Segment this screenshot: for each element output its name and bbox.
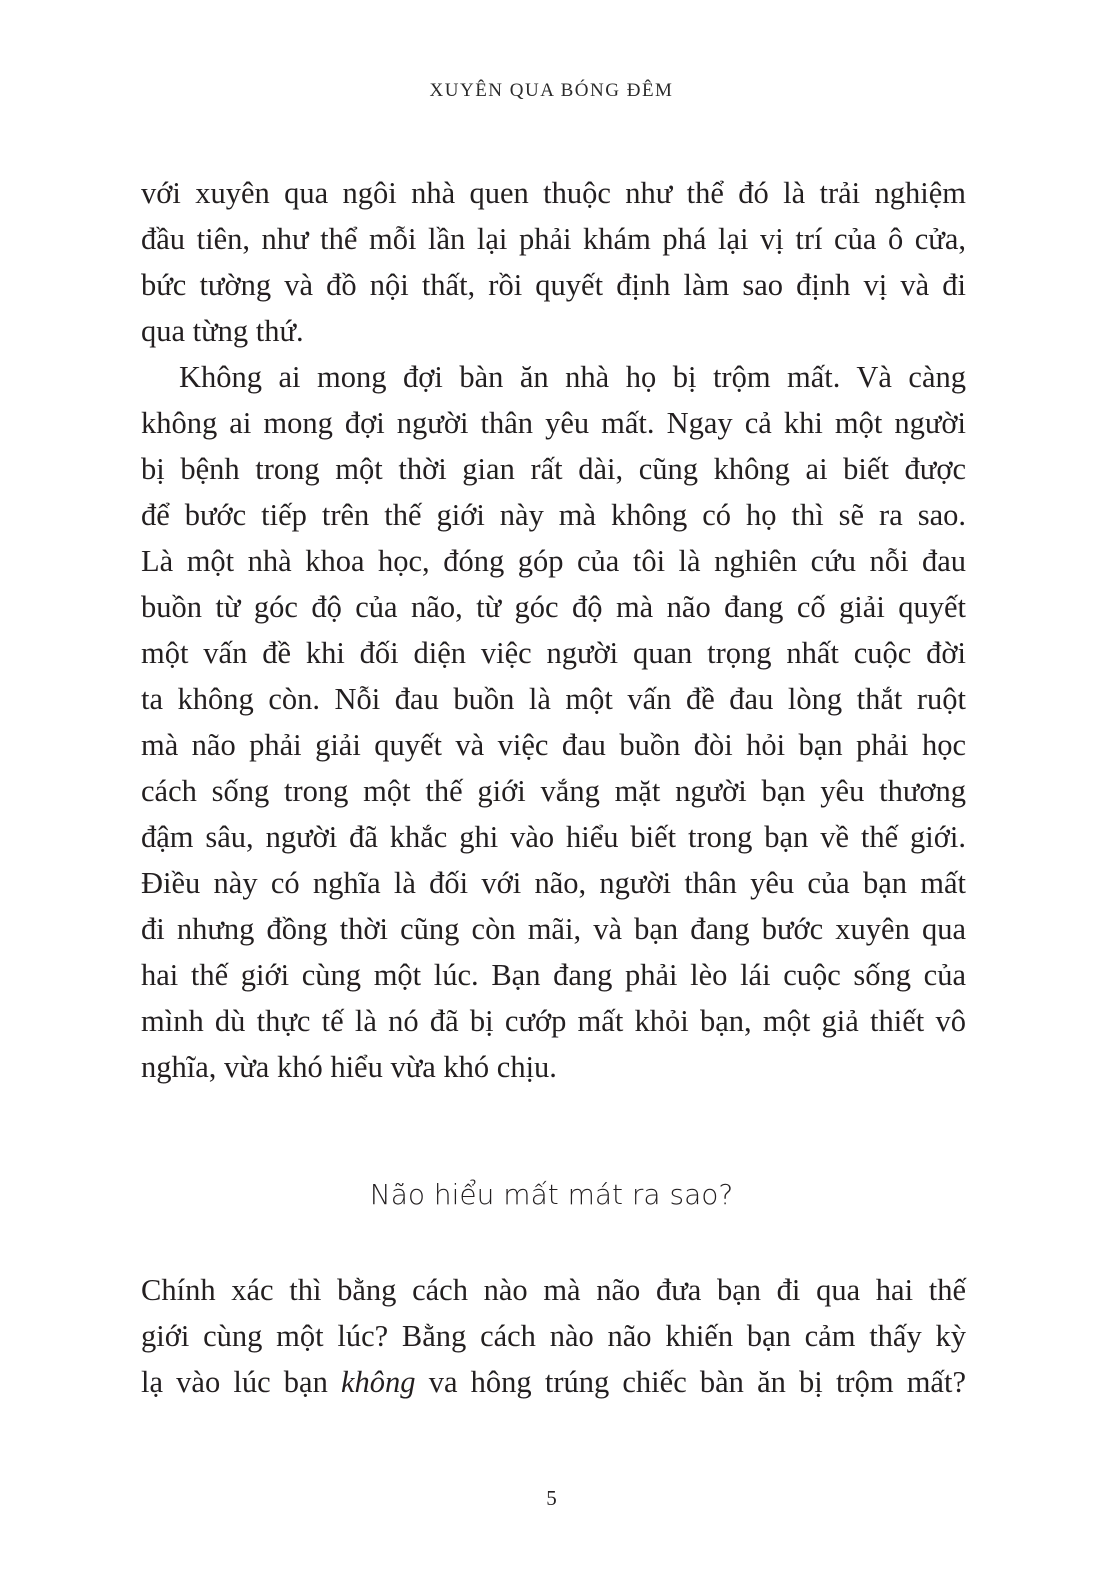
text-line: qua từng thứ. [141, 314, 304, 348]
running-head: XUYÊN QUA BÓNG ĐÊM [429, 80, 674, 101]
text-line: một vấn đề khi đối diện việc người quan trọng nhất cuộc đời [141, 636, 966, 670]
text-line: để bước tiếp trên thế giới này mà không có họ thì sẽ ra sao. [141, 498, 966, 532]
text-line: nghĩa, vừa khó hiểu vừa khó chịu. [141, 1050, 557, 1084]
text-line: hai thế giới cùng một lúc. Bạn đang phải lèo lái cuộc sống của [141, 958, 966, 992]
body-text [141, 170, 966, 1090]
paragraph-1 [141, 170, 966, 354]
text-line: mình dù thực tế là nó đã bị cướp mất khỏi bạn, một giả thiết vô [141, 1004, 966, 1038]
section-heading: Não hiểu mất mát ra sao? [369, 1178, 734, 1211]
text-line: mà não phải giải quyết và việc đau buồn đòi hỏi bạn phải học [141, 728, 966, 762]
text-line: Điều này có nghĩa là đối với não, người thân yêu của bạn mất [141, 866, 966, 900]
text-line: đậm sâu, người đã khắc ghi vào hiểu biết trong bạn về thế giới. [141, 820, 966, 854]
section-paragraph [141, 1267, 966, 1405]
text-line: Không ai mong đợi bàn ăn nhà họ bị trộm mất. Và càng [179, 360, 966, 394]
text-line: Là một nhà khoa học, đóng góp của tôi là nghiên cứu nỗi đau [141, 544, 966, 578]
text-line: đầu tiên, như thể mỗi lần lại phải khám phá lại vị trí của ô cửa, [141, 222, 966, 256]
page-number: 5 [546, 1486, 557, 1510]
emphasis-text: không [341, 1365, 416, 1399]
text-line [141, 1359, 966, 1405]
text-line: không ai mong đợi người thân yêu mất. Ngay cả khi một người [141, 406, 966, 440]
text-line: cách sống trong một thế giới vắng mặt người bạn yêu thương [141, 774, 966, 808]
text-run: va hông trúng chiếc bàn ăn bị trộm mất? [415, 1365, 966, 1399]
text-run: lạ vào lúc bạn [141, 1365, 342, 1399]
text-line: giới cùng một lúc? Bằng cách nào não khiến bạn cảm thấy kỳ [141, 1319, 966, 1353]
paragraph-2 [141, 354, 966, 1090]
text-line: buồn từ góc độ của não, từ góc độ mà não đang cố giải quyết [141, 590, 966, 624]
text-line: bị bệnh trong một thời gian rất dài, cũng không ai biết được [141, 452, 966, 486]
text-line: với xuyên qua ngôi nhà quen thuộc như thể đó là trải nghiệm [141, 176, 966, 210]
text-line: bức tường và đồ nội thất, rồi quyết định làm sao định vị và đi [141, 268, 966, 302]
text-line: Chính xác thì bằng cách nào mà não đưa bạn đi qua hai thế [141, 1273, 966, 1307]
text-line: đi nhưng đồng thời cũng còn mãi, và bạn đang bước xuyên qua [141, 912, 966, 946]
text-line: ta không còn. Nỗi đau buồn là một vấn đề đau lòng thắt ruột [141, 682, 966, 716]
